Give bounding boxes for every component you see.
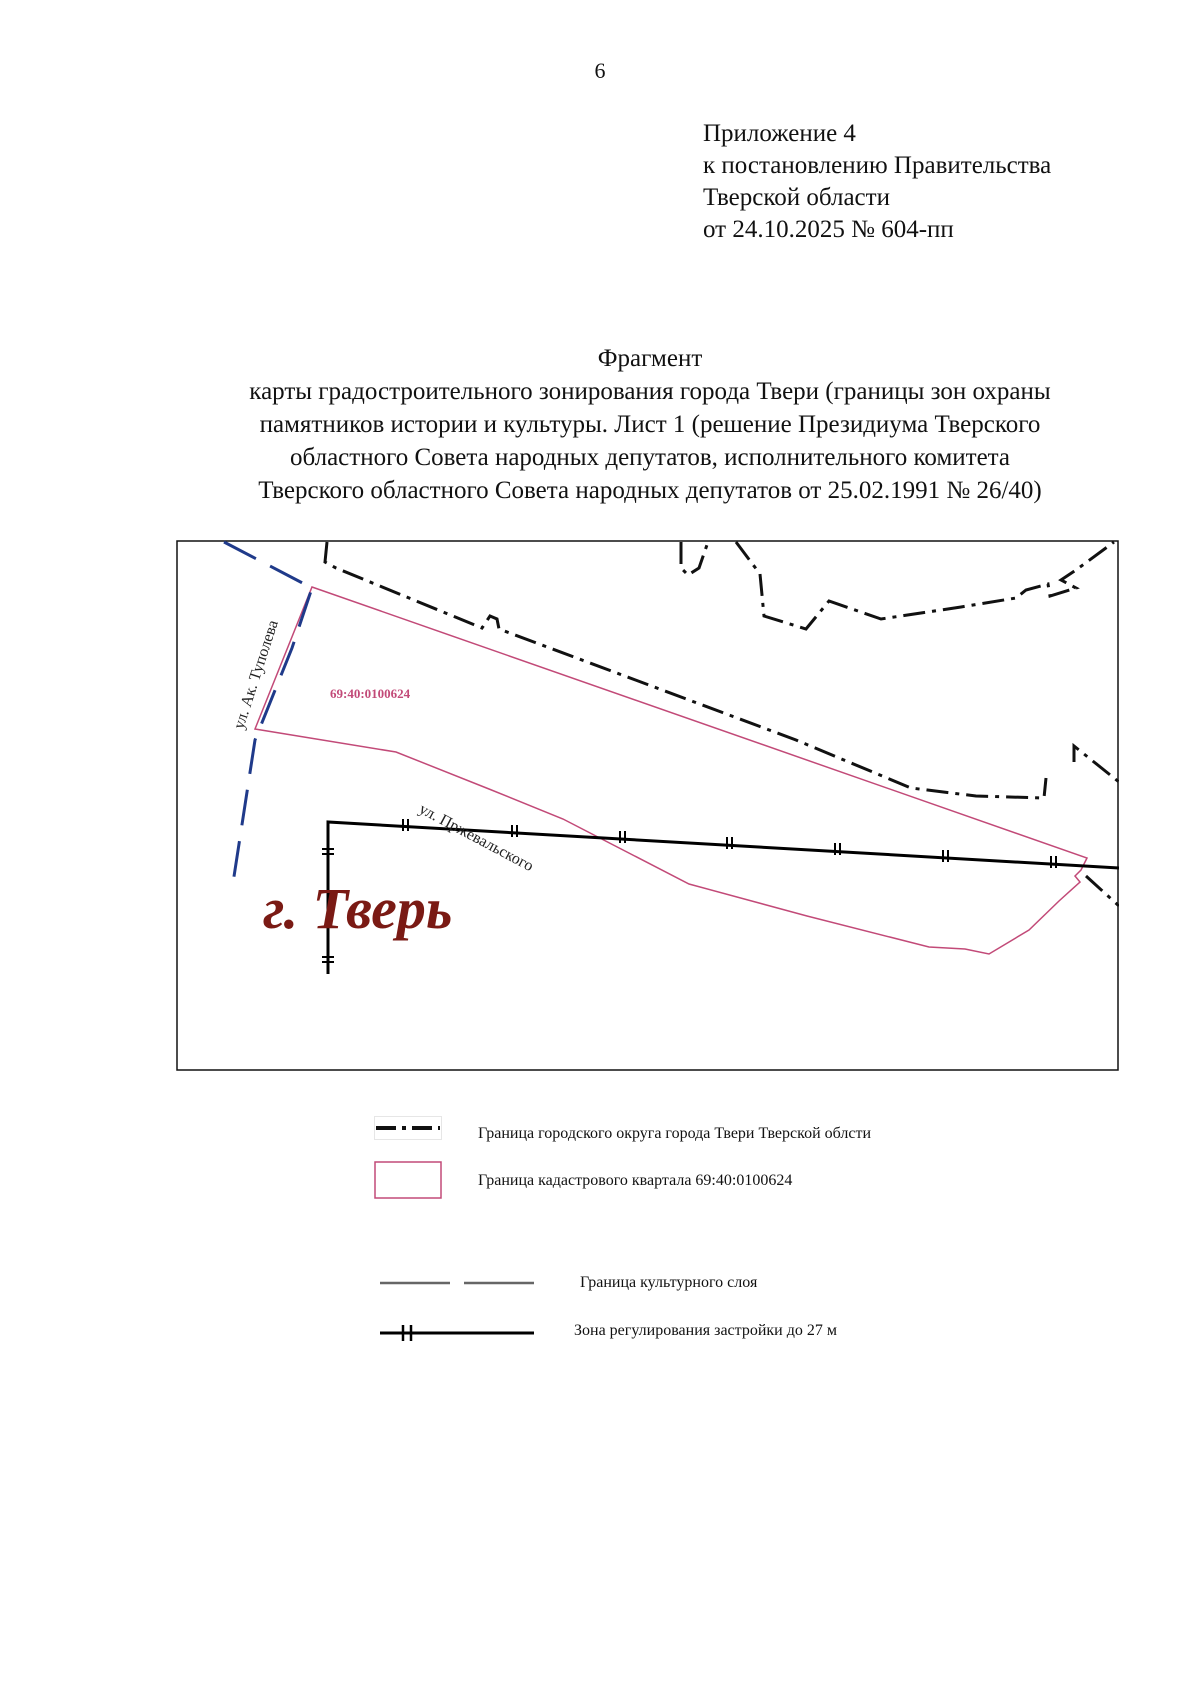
legend-item-regulation-zone [0,1320,1200,1370]
legend-item-city-boundary [0,1112,1200,1162]
legend-label: Зона регулирования застройки до 27 м [574,1322,837,1339]
city-boundary-line [325,542,1119,906]
heading-line: Тверского областного Совета народных депутатов от 25.02.1991 № 26/40) [258,477,1042,504]
street-label-przhevalskogo: ул. Пржевальского [416,800,537,876]
document-heading [150,342,1150,507]
heading-line: памятников истории и культуры. Лист 1 (решение Президиума Тверского [259,411,1041,438]
cultural-layer-symbol [380,1278,534,1288]
zoning-map [176,540,1119,1071]
city-label: г. Тверь [263,876,453,941]
appendix-line: от 24.10.2025 № 604-пп [703,216,954,243]
legend-item-cadastral [0,1160,1200,1210]
appendix-line: Тверской области [703,184,890,211]
regulation-zone-symbol [380,1322,534,1344]
legend-label: Граница кадастрового квартала 69:40:0100624 [478,1172,793,1189]
legend-label: Граница городского округа города Твери Тверской облсти [478,1125,872,1142]
map-frame [177,541,1118,1070]
cadastral-number-label: 69:40:0100624 [330,686,411,701]
heading-line: карты градостроительного зонирования города Твери (границы зон охраны [249,378,1051,405]
appendix-line: Приложение 4 [703,120,856,147]
cadastral-symbol [374,1161,442,1199]
page-number: 6 [594,58,606,83]
heading-title: Фрагмент [597,345,703,372]
heading-line: областного Совета народных депутатов, исполнительного комитета [290,444,1010,471]
legend-label: Граница культурного слоя [580,1274,758,1291]
legend-item-cultural-layer [0,1270,1200,1320]
street-label-tupoleva: ул. Ак. Туполева [230,618,282,732]
appendix-block [703,118,1051,246]
dash-dot-symbol [374,1116,442,1140]
appendix-line: к постановлению Правительства [703,152,1052,179]
